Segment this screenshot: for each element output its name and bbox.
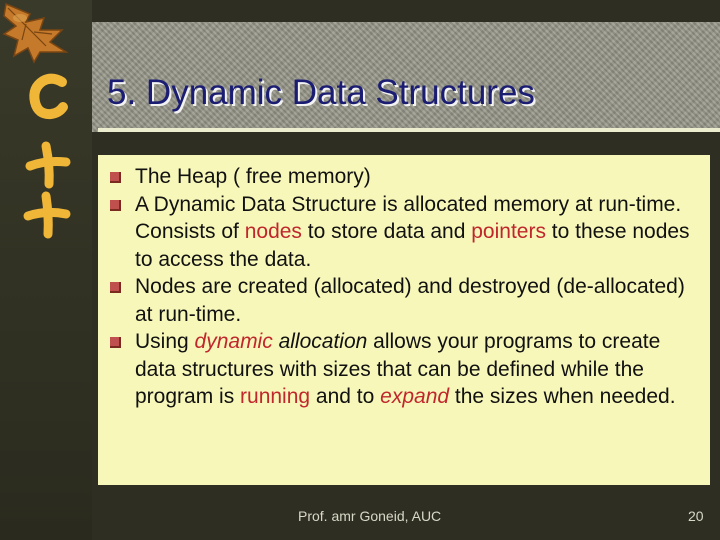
emphasized-text: pointers bbox=[471, 220, 546, 243]
bullet-item bbox=[98, 163, 710, 191]
left-decor-strip bbox=[0, 0, 92, 540]
bullet-text: The Heap ( free memory) bbox=[135, 165, 371, 188]
bullet-text: Nodes are created (allocated) and destroyed (de-allocated) at run-time. bbox=[135, 275, 685, 326]
bullet-text: to these nodes to access the data. bbox=[135, 220, 690, 271]
bullet-text: the sizes when needed. bbox=[449, 385, 676, 408]
square-bullet-icon bbox=[110, 282, 121, 293]
autumn-leaf-icon bbox=[0, 0, 80, 64]
emphasized-text: running bbox=[240, 385, 311, 408]
page-title: 5. Dynamic Data Structures bbox=[107, 73, 535, 112]
bullet-text: Using bbox=[135, 330, 195, 353]
square-bullet-icon bbox=[110, 172, 121, 183]
emphasized-text: nodes bbox=[244, 220, 302, 243]
page-number: 20 bbox=[688, 508, 704, 524]
footer-author: Prof. amr Goneid, AUC bbox=[298, 508, 442, 524]
bullet-text: A Dynamic Data Structure is allocated memory at run-time. Consists of bbox=[135, 192, 682, 243]
bullet-item bbox=[98, 273, 710, 328]
bullet-item bbox=[98, 191, 710, 274]
title-underline bbox=[98, 128, 720, 132]
square-bullet-icon bbox=[110, 200, 121, 211]
bullet-list bbox=[98, 163, 710, 411]
square-bullet-icon bbox=[110, 337, 121, 348]
bullet-text: allows your programs to create data structures with sizes that can be defined while the program is bbox=[135, 330, 661, 408]
emphasized-text: allocation bbox=[278, 330, 368, 353]
bullet-text: to store data and bbox=[301, 220, 472, 243]
bullet-text: and to bbox=[310, 385, 381, 408]
emphasized-text: expand bbox=[380, 385, 450, 408]
content-panel bbox=[98, 155, 710, 485]
emphasized-text: dynamic bbox=[194, 330, 273, 353]
cpp-logo-icon bbox=[16, 70, 80, 240]
bullet-item bbox=[98, 328, 710, 411]
